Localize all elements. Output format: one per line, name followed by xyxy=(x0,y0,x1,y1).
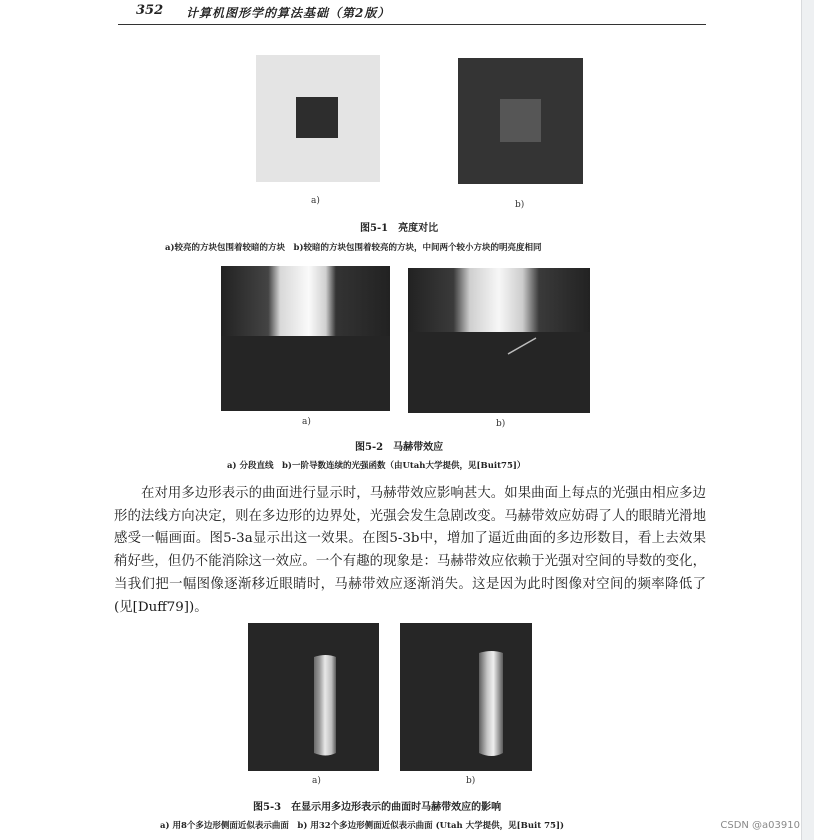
figure-5-2-caption: 图5-2 马赫带效应 xyxy=(355,442,444,453)
header-rule xyxy=(118,24,706,25)
figure-5-2a-label: a) xyxy=(302,417,311,427)
figure-5-2-subcaption: a) 分段直线 b)一阶导数连续的光强函数（由Utah大学提供，见[Buit75]） xyxy=(227,461,526,471)
figure-5-1b-image xyxy=(458,58,583,184)
figure-5-3b-image xyxy=(400,623,532,771)
page-number: 352 xyxy=(136,3,164,18)
figure-5-1a-label: a) xyxy=(311,196,320,206)
csdn-watermark: CSDN @a03910 xyxy=(720,820,800,831)
figure-5-1b-label: b) xyxy=(515,200,525,210)
figure-5-2a-image xyxy=(221,266,390,411)
figure-5-2b-image xyxy=(408,268,590,413)
running-title: 计算机图形学的算法基础（第2版） xyxy=(186,6,391,20)
figure-5-1a-image xyxy=(256,55,380,182)
figure-5-1-subcaption: a)较亮的方块包围着较暗的方块 b)较暗的方块包围着较亮的方块，中间两个较小方块的明亮度相同 xyxy=(165,243,542,253)
figure-5-2b-label: b) xyxy=(496,419,506,429)
figure-5-3a-image xyxy=(248,623,379,771)
figure-5-3b-label: b) xyxy=(466,776,476,786)
figure-5-1-caption: 图5-1 亮度对比 xyxy=(360,223,439,234)
vertical-scrollbar[interactable] xyxy=(801,0,814,840)
figure-5-3a-label: a) xyxy=(312,776,321,786)
figure-5-3-subcaption: a) 用8个多边形侧面近似表示曲面 b) 用32个多边形侧面近似表示曲面 (Utah 大学提供，见[Buit 75]) xyxy=(160,821,564,831)
figure-5-3-caption: 图5-3 在显示用多边形表示的曲面时马赫带效应的影响 xyxy=(253,802,502,813)
body-paragraph: 在对用多边形表示的曲面进行显示时，马赫带效应影响甚大。如果曲面上每点的光强由相应多边形的法线方向决定，则在多边形的边界处，光强会发生急剧改变。马赫带效应妨碍了人的眼睛光滑地感受一幅画面。图5-3a显示出这一效果。在图5-3b中，增加了逼近曲面的多边形数目，看上去效果稍好些，但仍不能消除这一效应。一个有趣的现象是：马赫带效应依赖于光强对空间的导数的变化，当我们把一幅图像逐渐移近眼睛时，马赫带效应逐渐消失。这是因为此时图像对空间的频率降低了(见[Duff79])。 xyxy=(114,486,706,615)
